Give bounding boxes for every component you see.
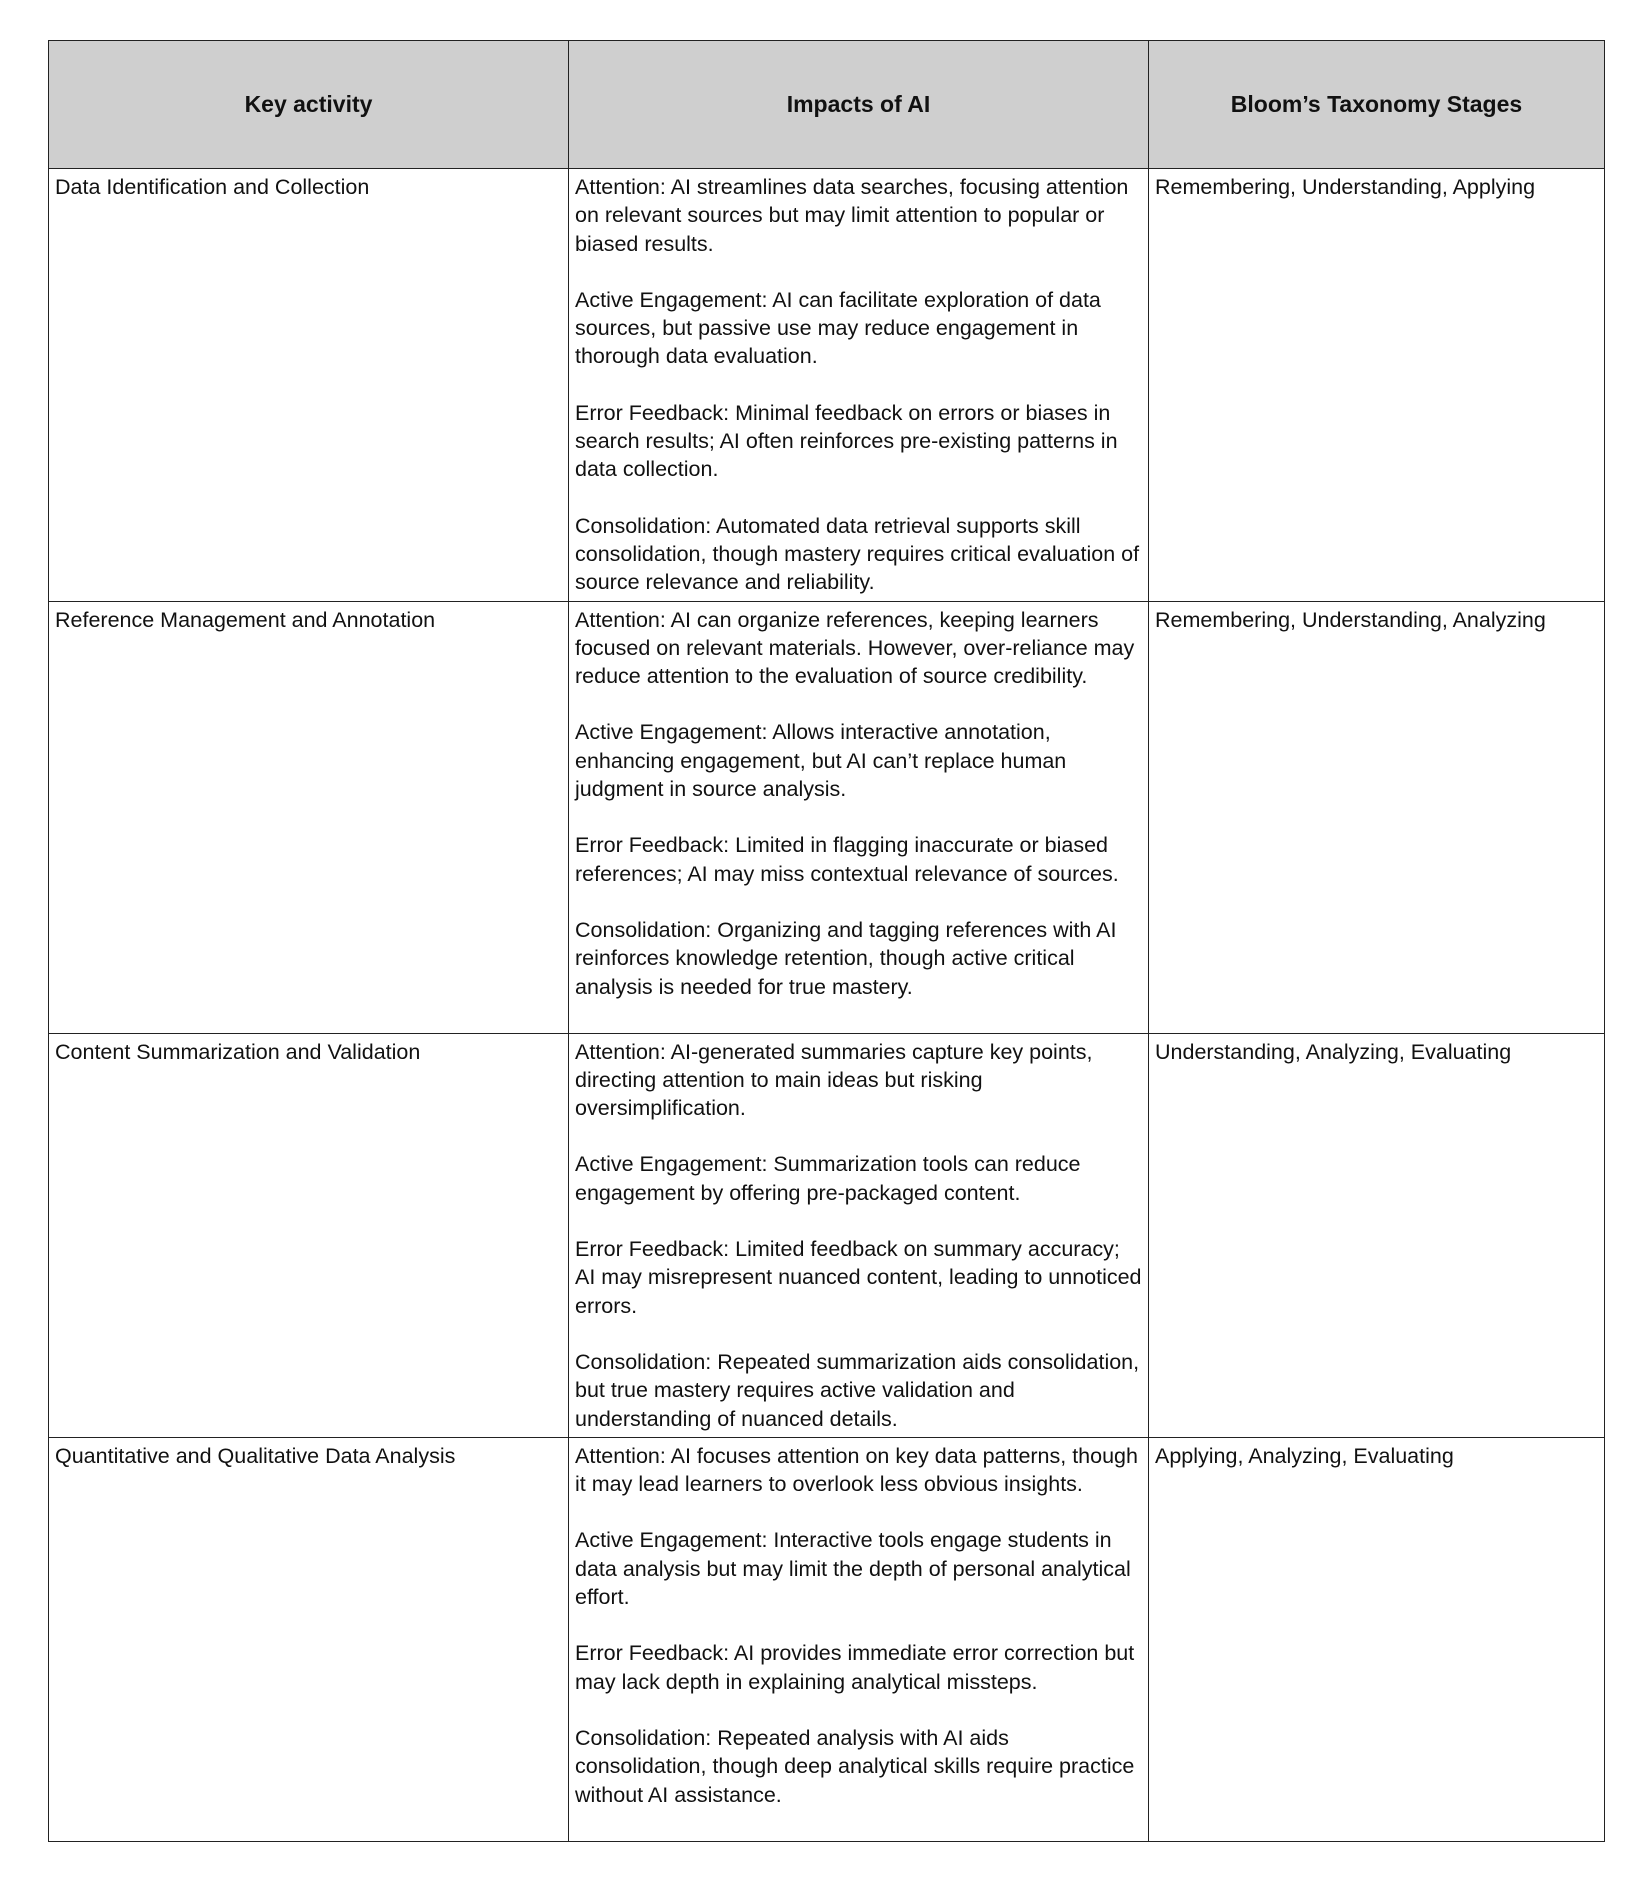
impact-attention: Attention: AI streamlines data searches, focusing attention on relevant sources but may limit attention to popular or biased results. bbox=[575, 175, 1129, 256]
activity-cell: Content Summarization and Validation bbox=[49, 1033, 569, 1437]
stages-cell: Remembering, Understanding, Applying bbox=[1149, 169, 1605, 602]
activity-cell: Quantitative and Qualitative Data Analysis bbox=[49, 1437, 569, 1841]
header-key-activity: Key activity bbox=[49, 41, 569, 169]
impact-active-engagement: Active Engagement: Allows interactive annotation, enhancing engagement, but AI can’t replace human judgment in source analysis. bbox=[575, 720, 1067, 802]
impacts-cell bbox=[569, 1437, 1149, 1841]
impact-attention: Attention: AI-generated summaries capture key points, directing attention to main ideas but risking oversimplification. bbox=[575, 1039, 1093, 1121]
stages-cell: Applying, Analyzing, Evaluating bbox=[1149, 1437, 1605, 1841]
impacts-cell bbox=[569, 601, 1149, 1033]
impact-consolidation: Consolidation: Automated data retrieval supports skill consolidation, though mastery requires critical evaluation of source relevance and reliability. bbox=[575, 513, 1140, 595]
ai-impacts-table bbox=[48, 40, 1605, 1842]
impact-attention: Attention: AI can organize references, keeping learners focused on relevant materials. However, over-reliance may reduce attention to the evaluation of source credibility. bbox=[575, 607, 1135, 689]
activity-cell: Data Identification and Collection bbox=[49, 169, 569, 602]
impact-error-feedback: Error Feedback: Minimal feedback on errors or biases in search results; AI often reinforces pre-existing patterns in data collection. bbox=[575, 400, 1118, 482]
table-row bbox=[49, 1437, 1605, 1841]
header-blooms-stages: Bloom’s Taxonomy Stages bbox=[1149, 41, 1605, 169]
impact-consolidation: Consolidation: Repeated summarization aids consolidation, but true mastery requires active validation and understanding of nuanced details. bbox=[575, 1349, 1140, 1431]
impacts-cell bbox=[569, 169, 1149, 602]
impact-error-feedback: Error Feedback: Limited in flagging inaccurate or biased references; AI may miss contextual relevance of sources. bbox=[575, 833, 1119, 886]
stages-cell: Understanding, Analyzing, Evaluating bbox=[1149, 1033, 1605, 1437]
stages-cell: Remembering, Understanding, Analyzing bbox=[1149, 601, 1605, 1033]
impact-active-engagement: Active Engagement: AI can facilitate exploration of data sources, but passive use may reduce engagement in thorough data evaluation. bbox=[575, 287, 1101, 369]
header-impacts-of-ai: Impacts of AI bbox=[569, 41, 1149, 169]
impact-attention: Attention: AI focuses attention on key data patterns, though it may lead learners to overlook less obvious insights. bbox=[575, 1443, 1138, 1497]
impact-active-engagement: Active Engagement: Interactive tools engage students in data analysis but may limit the depth of personal analytical effort. bbox=[575, 1528, 1131, 1610]
table-row bbox=[49, 601, 1605, 1033]
impact-active-engagement: Active Engagement: Summarization tools can reduce engagement by offering pre-packaged content. bbox=[575, 1152, 1081, 1205]
impact-error-feedback: Error Feedback: AI provides immediate error correction but may lack depth in explaining analytical missteps. bbox=[575, 1641, 1135, 1694]
table-row bbox=[49, 169, 1605, 602]
impact-consolidation: Consolidation: Repeated analysis with AI aids consolidation, though deep analytical skills require practice without AI assistance. bbox=[575, 1725, 1135, 1807]
impacts-cell bbox=[569, 1033, 1149, 1437]
impact-error-feedback: Error Feedback: Limited feedback on summary accuracy; AI may misrepresent nuanced content, leading to unnoticed errors. bbox=[575, 1237, 1142, 1318]
table-row bbox=[49, 1033, 1605, 1437]
impact-consolidation: Consolidation: Organizing and tagging references with AI reinforces knowledge retention, though active critical analysis is needed for true mastery. bbox=[575, 917, 1117, 999]
activity-cell: Reference Management and Annotation bbox=[49, 601, 569, 1033]
table-header-row bbox=[49, 41, 1605, 169]
